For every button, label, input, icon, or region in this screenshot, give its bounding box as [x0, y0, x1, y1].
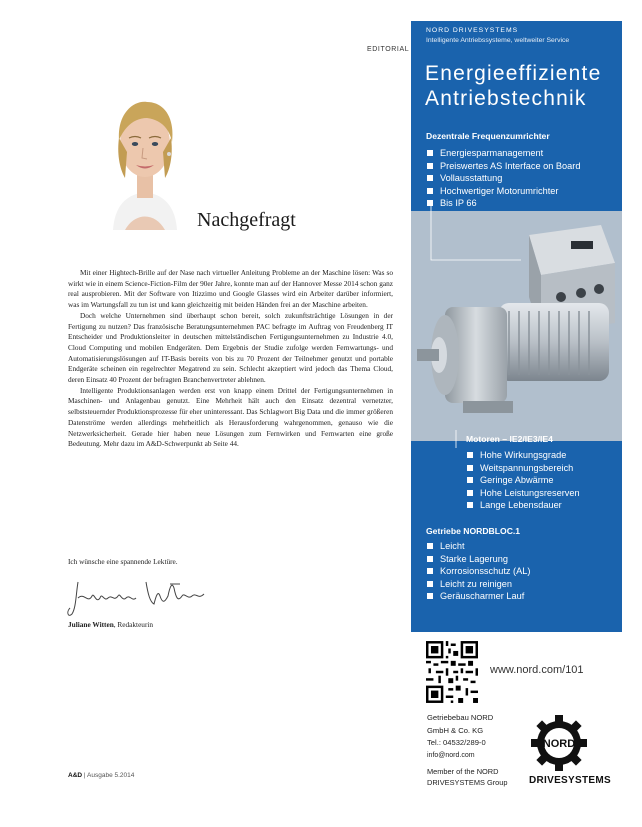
bullet-square-icon [427, 163, 433, 169]
bullet-square-icon [427, 175, 433, 181]
feature-item: Hochwertiger Motorumrichter [427, 185, 580, 198]
feature-item: Hohe Leistungsreserven [467, 487, 580, 500]
feature-list-getriebe [427, 540, 530, 603]
headline: Nachgefragt [197, 209, 296, 231]
email-link[interactable]: info@nord.com [427, 751, 475, 759]
section-title-getriebe: Getriebe NORDBLOC.1 [426, 526, 521, 536]
bullet-square-icon [467, 477, 473, 483]
bullet-square-icon [427, 593, 433, 599]
ad-website-link[interactable]: www.nord.com/101 [490, 664, 584, 676]
bullet-square-icon [427, 568, 433, 574]
article-paragraph: Doch welche Unternehmen sind überhaupt schon bereit, solch zukunftsträchtige Lösungen in der Fertigung zu nutzen? Das französische Beratungsunternehmen PAC befragte im Auftrag von Freudenberg IT Entscheider und Produktionsleiter in deutschen mittelständischen Fertigungsunternehmen zu Industrie 4.0, Cloud Computing und mobilen Endgeräten. Dem Ergebnis der Studie zufolge werden Fernwartungs- und Automatisierungslösungen auf IT-Basis bereits von bis zu 70 Prozent der Teilnehmer genutzt und portable Endgeräte scheinen ein regelrechter Megatrend zu sein. Schlecht akzeptiert wird jedoch das Thema Cloud, deren Einsatz 40 Prozent der befragten Branchenvertreter ablehnen. [68, 310, 393, 385]
gear-motor-image [411, 211, 622, 441]
qr-code-icon[interactable] [426, 641, 478, 703]
article-paragraph: Mit einer Hightech-Brille auf der Nase nach virtueller Anleitung Probleme an der Maschine lösen: Was so wirkt wie in einem Science-Fiction-Film der 90er Jahre, konnte man auf der Hannover Messe 2014 schon ganz real ausprobieren. Mit der Software von Itizzimo und Google Glasses wird ein Arbeiter darüber informiert, was im Wartungsfall zu tun ist und kann gleichzeitig mit beiden Händen frei an der Maschine arbeiten. [68, 268, 393, 310]
bullet-square-icon [427, 543, 433, 549]
author-role: , Redakteurin [113, 620, 154, 629]
article-paragraph: Intelligente Produktionsanlagen werden erst von knapp einem Drittel der Fertigungsunternehmen in Maschinen- und Anlagenbau genutzt. Eine Mehrheit hält auch den Einsatz dezentral vernetzter, selbststeuernder Produktionsprozesse für eher uninteressant. Das Schlagwort Big Data und die immer größeren Datenströme werden allerdings mehrheitlich als Herausforderung wahrgenommen, genauso wie die Netzwerksicherheit. Gerade hier haben neue Lösungen zum Fernwirken und Fernwarten eine große Bedeutung. Mehr dazu im A&D-Schwerpunkt ab Seite 44. [68, 385, 393, 449]
feature-item: Leicht zu reinigen [427, 578, 530, 591]
section-title-motoren: Motoren – IE2/IE3/IE4 [466, 434, 553, 444]
author-name: Juliane Witten [68, 620, 114, 629]
nord-advertisement [411, 21, 622, 806]
member-line: DRIVESYSTEMS Group [427, 777, 508, 787]
feature-list-frequenzumrichter [427, 147, 580, 210]
bullet-square-icon [427, 188, 433, 194]
logo-word: NORD [542, 738, 576, 750]
ad-tagline: Intelligente Antriebssysteme, weltweiter Service [426, 37, 570, 44]
feature-item: Starke Lagerung [427, 553, 530, 566]
feature-item: Preiswertes AS Interface on Board [427, 160, 580, 173]
ad-title [425, 61, 620, 111]
handwritten-signature [64, 574, 214, 620]
closing-line: Ich wünsche eine spannende Lektüre. [68, 557, 178, 566]
feature-list-motoren [467, 449, 580, 512]
bullet-square-icon [427, 581, 433, 587]
group-membership [427, 767, 508, 788]
feature-item: Lange Lebensdauer [467, 499, 580, 512]
feature-item: Hohe Wirkungsgrade [467, 449, 580, 462]
feature-item: Geringe Abwärme [467, 474, 580, 487]
company-address [427, 712, 493, 762]
member-line: Member of the NORD [427, 767, 499, 776]
feature-item: Geräuscharmer Lauf [427, 590, 530, 603]
address-line: GmbH & Co. KG [427, 725, 484, 735]
nord-gear-logo-icon [529, 713, 589, 773]
feature-item: Korrosionsschutz (AL) [427, 565, 530, 578]
bullet-square-icon [467, 502, 473, 508]
ad-title-line: Energieeffiziente [425, 62, 602, 85]
bullet-square-icon [467, 452, 473, 458]
feature-item: Energiesparmanagement [427, 147, 580, 160]
editorial-section-label: EDITORIAL [367, 46, 410, 53]
feature-item: Bis IP 66 [427, 197, 580, 210]
author-signature-line [68, 620, 153, 629]
bullet-square-icon [427, 200, 433, 206]
section-title-frequenzumrichter: Dezentrale Frequenzumrichter [426, 131, 550, 141]
feature-item: Vollausstattung [427, 172, 580, 185]
article-body [68, 268, 393, 450]
ad-blue-panel [411, 21, 622, 632]
author-portrait [95, 82, 195, 230]
feature-item: Leicht [427, 540, 530, 553]
ad-title-line: Antriebstechnik [425, 87, 587, 110]
phone-number: Tel.: 04532/289-0 [427, 738, 486, 747]
bullet-square-icon [427, 556, 433, 562]
bullet-square-icon [467, 465, 473, 471]
footer-publication: A&D [68, 772, 83, 779]
ad-brand: NORD DRIVESYSTEMS [426, 27, 519, 34]
page-footer [68, 772, 134, 779]
logo-drivesystems: DRIVESYSTEMS [529, 775, 611, 786]
bullet-square-icon [427, 150, 433, 156]
footer-issue: | Ausgabe 5.2014 [82, 772, 135, 779]
address-line: Getriebebau NORD [427, 713, 494, 722]
bullet-square-icon [467, 490, 473, 496]
feature-item: Weitspannungsbereich [467, 462, 580, 475]
